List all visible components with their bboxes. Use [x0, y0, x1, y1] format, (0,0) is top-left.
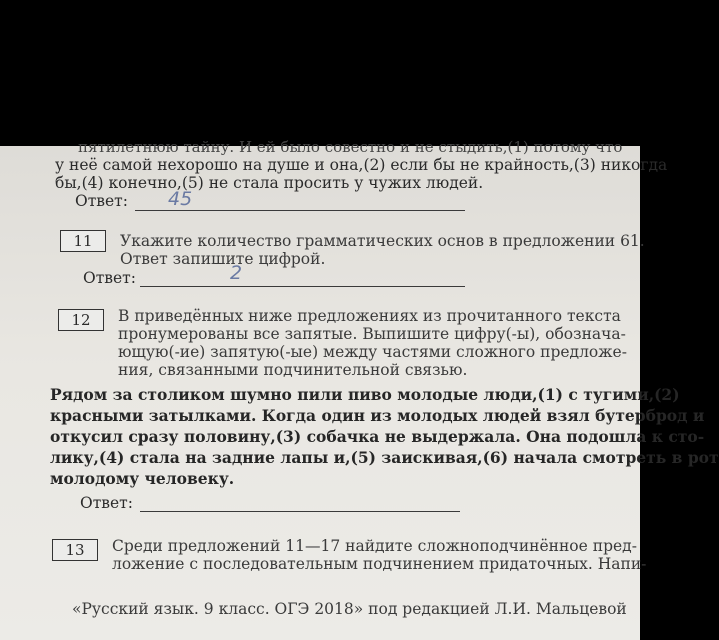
task12-sentence-line-5: молодому человеку. [50, 469, 235, 488]
task12-line-1: В приведённых ниже предложениях из прочитанного текста [118, 307, 621, 325]
task12-line-3: ющую(-ие) запятую(-ые) между частями сложного предложе- [118, 343, 627, 361]
task12-sentence-line-1: Рядом за столиком шумно пили пиво молодые люди,(1) с тугими,(2) [50, 385, 680, 404]
task13-line-2: ложение с последовательным подчинением придаточных. Напи- [112, 555, 647, 573]
task11-answer-label: Ответ: [83, 269, 136, 287]
task13-number-box: 13 [52, 539, 98, 561]
task10-line-1: у неё самой нехорошо на душе и она,(2) если бы не крайность,(3) никогда [55, 156, 668, 174]
task13-line-1: Среди предложений 11—17 найдите сложноподчинённое пред- [112, 537, 637, 555]
textbook-page [0, 138, 719, 640]
task12-line-4: ния, связанными подчинительной связью. [118, 361, 468, 379]
task11-line-2: Ответ запишите цифрой. [120, 250, 326, 268]
task12-answer-line [140, 511, 460, 512]
task11-handwritten-answer: 2 [230, 262, 243, 284]
task11-answer-line [140, 286, 465, 287]
task13-text [112, 537, 646, 573]
task12-answer-label: Ответ: [80, 494, 133, 512]
task11-text [120, 232, 645, 268]
task12-sentence-line-3: откусил сразу половину,(3) собачка не выдержала. Она подошла к сто- [50, 427, 705, 446]
task12-number-box: 12 [58, 309, 104, 331]
task10-line-2: бы,(4) конечно,(5) не стала просить у чужих людей. [55, 174, 484, 192]
task11-number-box: 11 [60, 230, 106, 252]
task10-handwritten-answer: 45 [168, 188, 193, 210]
task12-sentence-line-2: красными затылками. Когда один из молодых людей взял бутерброд и [50, 406, 705, 425]
task12-sentences [50, 384, 719, 489]
task10-answer-line [135, 210, 465, 211]
page-footer: «Русский язык. 9 класс. ОГЭ 2018» под редакцией Л.И. Мальцевой [72, 600, 627, 618]
task11-line-1: Укажите количество грамматических основ в предложении 61. [120, 232, 645, 250]
cut-off-line: пятилетнюю тайну. И ей было совестно и не стыдить,(1) потому что [78, 138, 623, 156]
task10-answer-label: Ответ: [75, 192, 128, 210]
task12-text [118, 307, 627, 379]
task12-line-2: пронумерованы все запятые. Выпишите цифру(-ы), обознача- [118, 325, 626, 343]
task12-sentence-line-4: лику,(4) стала на задние лапы и,(5) заискивая,(6) начала смотреть в рот [50, 448, 719, 467]
